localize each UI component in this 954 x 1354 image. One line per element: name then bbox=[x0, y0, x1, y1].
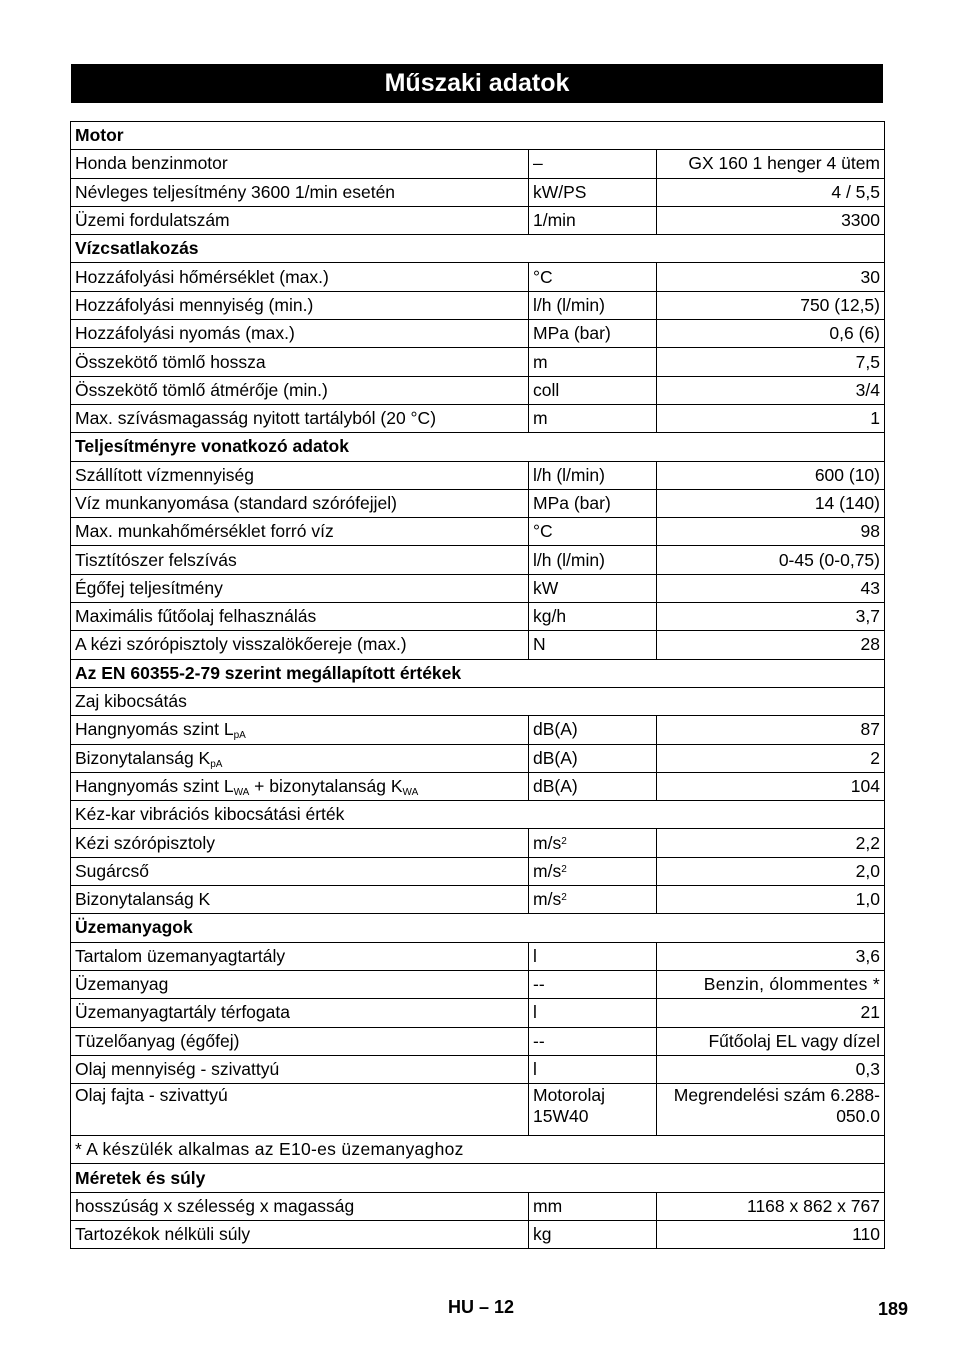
table-row bbox=[71, 178, 885, 206]
row-value: Fűtőolaj EL vagy dízel bbox=[657, 1027, 885, 1055]
table-row bbox=[71, 716, 885, 744]
row-label: Kézi szórópisztoly bbox=[71, 829, 529, 857]
row-value: 3/4 bbox=[657, 376, 885, 404]
row-value: 28 bbox=[657, 631, 885, 659]
row-value: 4 / 5,5 bbox=[657, 178, 885, 206]
table-row bbox=[71, 744, 885, 772]
section-header-fuel: Üzemanyagok bbox=[71, 914, 885, 942]
row-value: 2,0 bbox=[657, 857, 885, 885]
row-unit: mm bbox=[529, 1192, 657, 1220]
row-unit: -- bbox=[529, 1027, 657, 1055]
technical-data-table bbox=[70, 121, 885, 1249]
subsection-noise-emission: Zaj kibocsátás bbox=[71, 687, 885, 715]
row-label: Összekötő tömlő átmérője (min.) bbox=[71, 376, 529, 404]
row-value: 750 (12,5) bbox=[657, 291, 885, 319]
row-value: 3,6 bbox=[657, 942, 885, 970]
row-unit: dB(A) bbox=[529, 744, 657, 772]
row-label: Hangnyomás szint $L_{pA}$ bbox=[71, 716, 529, 744]
footnote-row: * A készülék alkalmas az E10-es üzemanyaghoz bbox=[71, 1136, 885, 1164]
row-label: Sugárcső bbox=[71, 857, 529, 885]
row-label: Hangnyomás szint $L_{WA}$ + bizonytalanság $K_{WA}$ bbox=[71, 772, 529, 800]
row-label: Olaj mennyiség - szivattyú bbox=[71, 1055, 529, 1083]
row-unit: m bbox=[529, 348, 657, 376]
row-unit: l bbox=[529, 1055, 657, 1083]
row-value: 1168 x 862 x 767 bbox=[657, 1192, 885, 1220]
row-value: 3300 bbox=[657, 206, 885, 234]
row-value: 21 bbox=[657, 999, 885, 1027]
section-header-motor: Motor bbox=[71, 122, 885, 150]
row-value: Megrendelési szám 6.288- 050.0 bbox=[657, 1084, 885, 1136]
row-unit: 1/min bbox=[529, 206, 657, 234]
row-unit: dB(A) bbox=[529, 716, 657, 744]
table-row bbox=[71, 1192, 885, 1220]
row-unit: – bbox=[529, 150, 657, 178]
row-unit: dB(A) bbox=[529, 772, 657, 800]
table-row bbox=[71, 631, 885, 659]
row-unit: MPa (bar) bbox=[529, 489, 657, 517]
row-label: Olaj fajta - szivattyú bbox=[71, 1084, 529, 1136]
table-row bbox=[71, 574, 885, 602]
table-row bbox=[71, 263, 885, 291]
row-label: Üzemanyag bbox=[71, 970, 529, 998]
row-label: Hozzáfolyási mennyiség (min.) bbox=[71, 291, 529, 319]
row-value: 1,0 bbox=[657, 886, 885, 914]
table-row bbox=[71, 603, 885, 631]
row-value: 43 bbox=[657, 574, 885, 602]
row-label: Névleges teljesítmény 3600 1/min esetén bbox=[71, 178, 529, 206]
footer-language-code: HU – 12 bbox=[448, 1297, 515, 1317]
page-number: 189 bbox=[878, 1299, 909, 1319]
table-row bbox=[71, 320, 885, 348]
section-header-en-values: Az EN 60355-2-79 szerint megállapított értékek bbox=[71, 659, 885, 687]
row-value: 600 (10) bbox=[657, 461, 885, 489]
table-row bbox=[71, 348, 885, 376]
row-label: A kézi szórópisztoly visszalökőereje (max.) bbox=[71, 631, 529, 659]
table-row bbox=[71, 404, 885, 432]
row-label: Max. szívásmagasság nyitott tartályból (20 °C) bbox=[71, 404, 529, 432]
row-value: 3,7 bbox=[657, 603, 885, 631]
row-value: 1 bbox=[657, 404, 885, 432]
row-value: 104 bbox=[657, 772, 885, 800]
row-value: 14 (140) bbox=[657, 489, 885, 517]
table-row bbox=[71, 1220, 885, 1248]
row-value: 2,2 bbox=[657, 829, 885, 857]
row-unit: kW bbox=[529, 574, 657, 602]
row-value: 30 bbox=[657, 263, 885, 291]
row-label: Összekötő tömlő hossza bbox=[71, 348, 529, 376]
section-header-dimensions: Méretek és súly bbox=[71, 1164, 885, 1192]
row-value: 98 bbox=[657, 518, 885, 546]
row-unit: $m/s^2$ bbox=[529, 857, 657, 885]
row-label: Üzemi fordulatszám bbox=[71, 206, 529, 234]
row-value: 0,6 (6) bbox=[657, 320, 885, 348]
row-unit: coll bbox=[529, 376, 657, 404]
row-label: Üzemanyagtartály térfogata bbox=[71, 999, 529, 1027]
row-value: 0,3 bbox=[657, 1055, 885, 1083]
row-label: hosszúság x szélesség x magasság bbox=[71, 1192, 529, 1220]
table-row bbox=[71, 970, 885, 998]
table-row bbox=[71, 886, 885, 914]
table-row bbox=[71, 829, 885, 857]
row-label: Honda benzinmotor bbox=[71, 150, 529, 178]
row-label: Max. munkahőmérséklet forró víz bbox=[71, 518, 529, 546]
subsection-vibration: Kéz-kar vibrációs kibocsátási érték bbox=[71, 801, 885, 829]
table-row bbox=[71, 942, 885, 970]
table-row bbox=[71, 206, 885, 234]
row-value: 110 bbox=[657, 1220, 885, 1248]
row-label: Hozzáfolyási nyomás (max.) bbox=[71, 320, 529, 348]
row-unit: l/h (l/min) bbox=[529, 461, 657, 489]
table-row bbox=[71, 150, 885, 178]
row-unit: Motorolaj 15W40 bbox=[529, 1084, 657, 1136]
row-value: 7,5 bbox=[657, 348, 885, 376]
row-unit: °C bbox=[529, 518, 657, 546]
row-unit: kg/h bbox=[529, 603, 657, 631]
table-row bbox=[71, 291, 885, 319]
row-unit: -- bbox=[529, 970, 657, 998]
row-label: Bizonytalanság K bbox=[71, 886, 529, 914]
row-unit: MPa (bar) bbox=[529, 320, 657, 348]
row-label: Égőfej teljesítmény bbox=[71, 574, 529, 602]
row-label: Tartalom üzemanyagtartály bbox=[71, 942, 529, 970]
table-row bbox=[71, 546, 885, 574]
row-label: Tisztítószer felszívás bbox=[71, 546, 529, 574]
row-value: 87 bbox=[657, 716, 885, 744]
row-label: Maximális fűtőolaj felhasználás bbox=[71, 603, 529, 631]
row-label: Tüzelőanyag (égőfej) bbox=[71, 1027, 529, 1055]
row-unit: °C bbox=[529, 263, 657, 291]
table-row bbox=[71, 518, 885, 546]
row-value: 0-45 (0-0,75) bbox=[657, 546, 885, 574]
table-row bbox=[71, 999, 885, 1027]
row-unit: N bbox=[529, 631, 657, 659]
table-row bbox=[71, 461, 885, 489]
row-label: Hozzáfolyási hőmérséklet (max.) bbox=[71, 263, 529, 291]
row-label: Tartozékok nélküli súly bbox=[71, 1220, 529, 1248]
row-unit: m bbox=[529, 404, 657, 432]
table-row bbox=[71, 772, 885, 800]
page-title: Műszaki adatok bbox=[71, 64, 883, 103]
table-row bbox=[71, 1027, 885, 1055]
section-header-performance: Teljesítményre vonatkozó adatok bbox=[71, 433, 885, 461]
row-unit: l/h (l/min) bbox=[529, 546, 657, 574]
section-header-water: Vízcsatlakozás bbox=[71, 235, 885, 263]
row-label: Bizonytalanság $K_{pA}$ bbox=[71, 744, 529, 772]
row-unit: l bbox=[529, 999, 657, 1027]
row-value: Benzin, ólommentes * bbox=[657, 970, 885, 998]
row-value: 2 bbox=[657, 744, 885, 772]
row-unit: l bbox=[529, 942, 657, 970]
row-label: Víz munkanyomása (standard szórófejjel) bbox=[71, 489, 529, 517]
row-unit: l/h (l/min) bbox=[529, 291, 657, 319]
table-row bbox=[71, 857, 885, 885]
row-unit: $m/s^2$ bbox=[529, 886, 657, 914]
table-row bbox=[71, 376, 885, 404]
table-row bbox=[71, 1084, 885, 1136]
row-unit: kW/PS bbox=[529, 178, 657, 206]
row-unit: $m/s^2$ bbox=[529, 829, 657, 857]
row-unit: kg bbox=[529, 1220, 657, 1248]
table-row bbox=[71, 1055, 885, 1083]
row-value: GX 160 1 henger 4 ütem bbox=[657, 150, 885, 178]
row-label: Szállított vízmennyiség bbox=[71, 461, 529, 489]
table-row bbox=[71, 489, 885, 517]
